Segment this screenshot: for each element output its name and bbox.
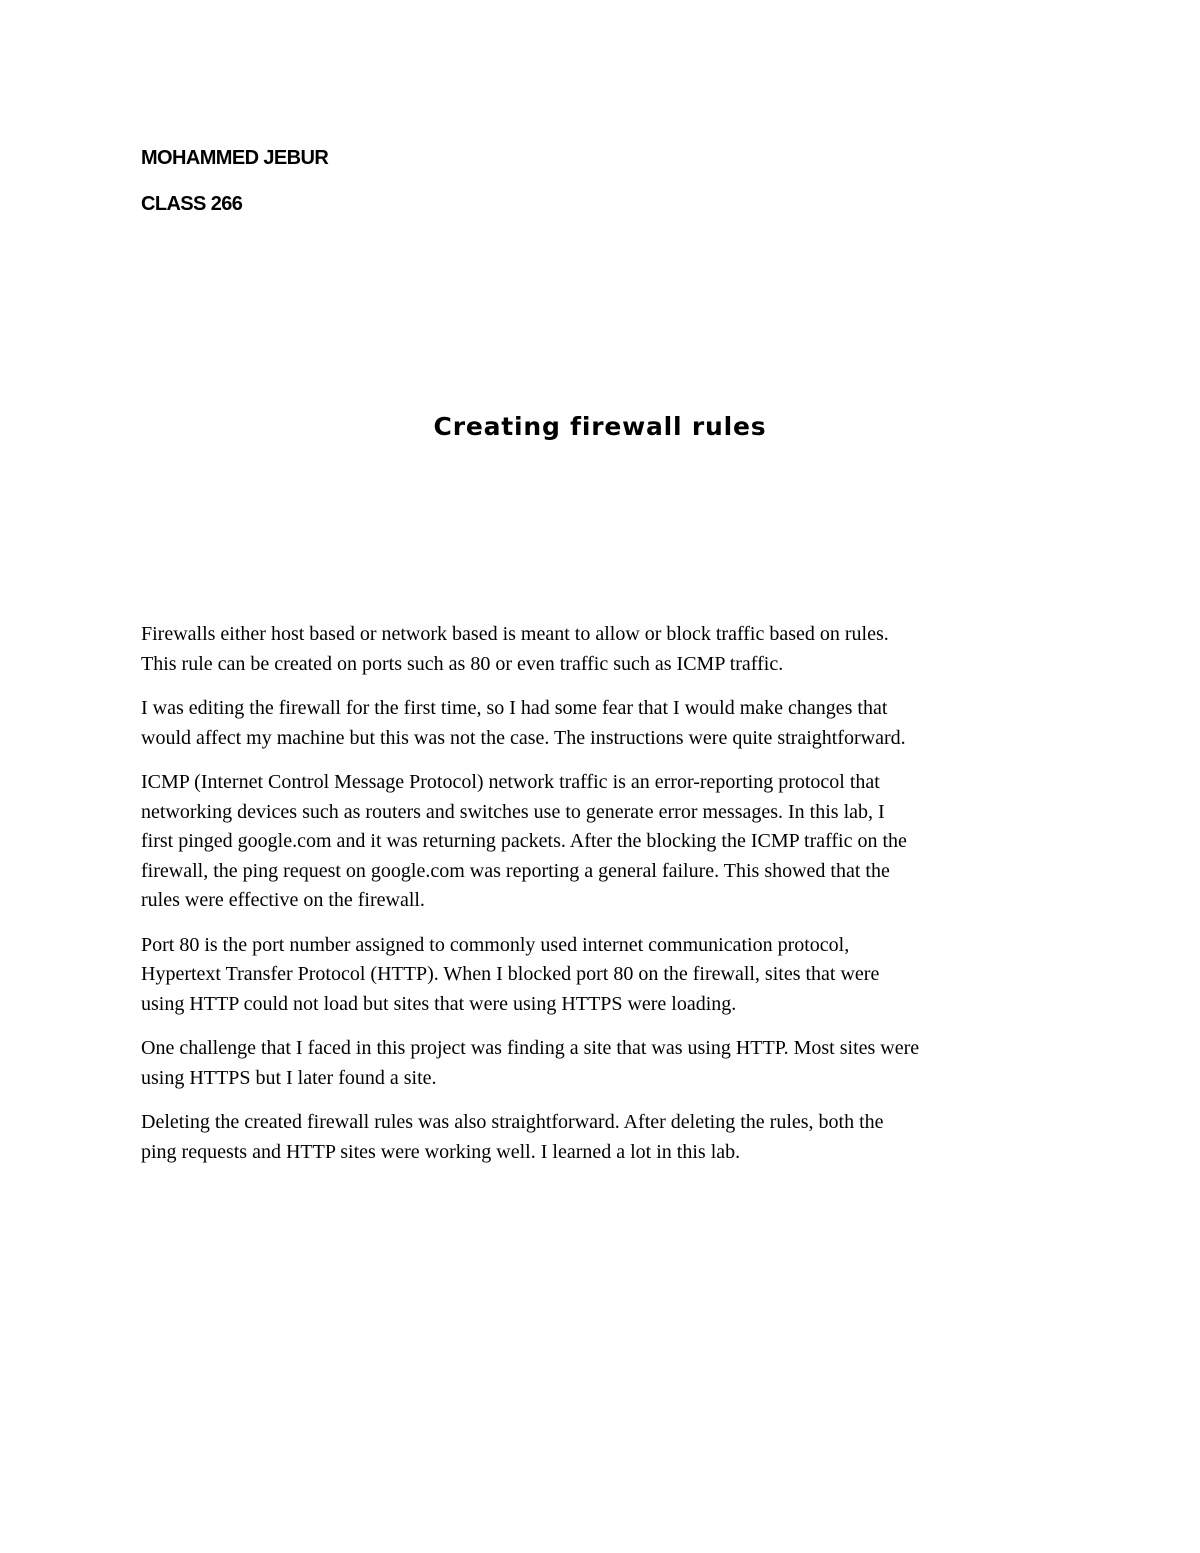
document-title: Creating firewall rules bbox=[433, 412, 767, 441]
paragraph-line: first pinged google.com and it was returning packets. After the blocking the ICMP traffic on the bbox=[141, 830, 907, 852]
paragraph-icmp bbox=[141, 768, 1076, 916]
paragraph-line: using HTTP could not load but sites that were using HTTPS were loading. bbox=[141, 992, 737, 1015]
class-label: CLASS 266 bbox=[141, 193, 243, 215]
paragraph-line: Port 80 is the port number assigned to commonly used internet communication protocol, bbox=[141, 933, 850, 956]
paragraph-challenge bbox=[141, 1034, 1076, 1093]
paragraph-line: ICMP (Internet Control Message Protocol) network traffic is an error-reporting protocol that bbox=[141, 771, 880, 793]
paragraph-line: I was editing the firewall for the first time, so I had some fear that I would make changes that bbox=[141, 697, 888, 719]
document-body bbox=[141, 620, 1076, 1182]
author-name: MOHAMMED JEBUR bbox=[141, 147, 329, 169]
paragraph-line: Deleting the created firewall rules was also straightforward. After deleting the rules, both the bbox=[141, 1111, 884, 1133]
paragraph-line: rules were effective on the firewall. bbox=[141, 889, 425, 911]
paragraph-port-80 bbox=[141, 931, 1076, 1020]
paragraph-line: This rule can be created on ports such as 80 or even traffic such as ICMP traffic. bbox=[141, 652, 784, 675]
paragraph-line: ping requests and HTTP sites were working well. I learned a lot in this lab. bbox=[141, 1140, 741, 1163]
paragraph-line: would affect my machine but this was not the case. The instructions were quite straightforward. bbox=[141, 726, 906, 749]
paragraph-editing-experience bbox=[141, 694, 1076, 753]
paragraph-line: networking devices such as routers and switches use to generate error messages. In this lab, I bbox=[141, 800, 885, 823]
paragraph-line: using HTTPS but I later found a site. bbox=[141, 1066, 437, 1089]
paragraph-deleting-rules bbox=[141, 1108, 1076, 1167]
paragraph-firewalls-intro bbox=[141, 620, 1076, 679]
paragraph-line: Firewalls either host based or network based is meant to allow or block traffic based on rules. bbox=[141, 623, 889, 645]
paragraph-line: Hypertext Transfer Protocol (HTTP). When I blocked port 80 on the firewall, sites that were bbox=[141, 963, 880, 985]
paragraph-line: One challenge that I faced in this project was finding a site that was using HTTP. Most sites were bbox=[141, 1037, 920, 1059]
paragraph-line: firewall, the ping request on google.com was reporting a general failure. This showed that the bbox=[141, 859, 890, 882]
